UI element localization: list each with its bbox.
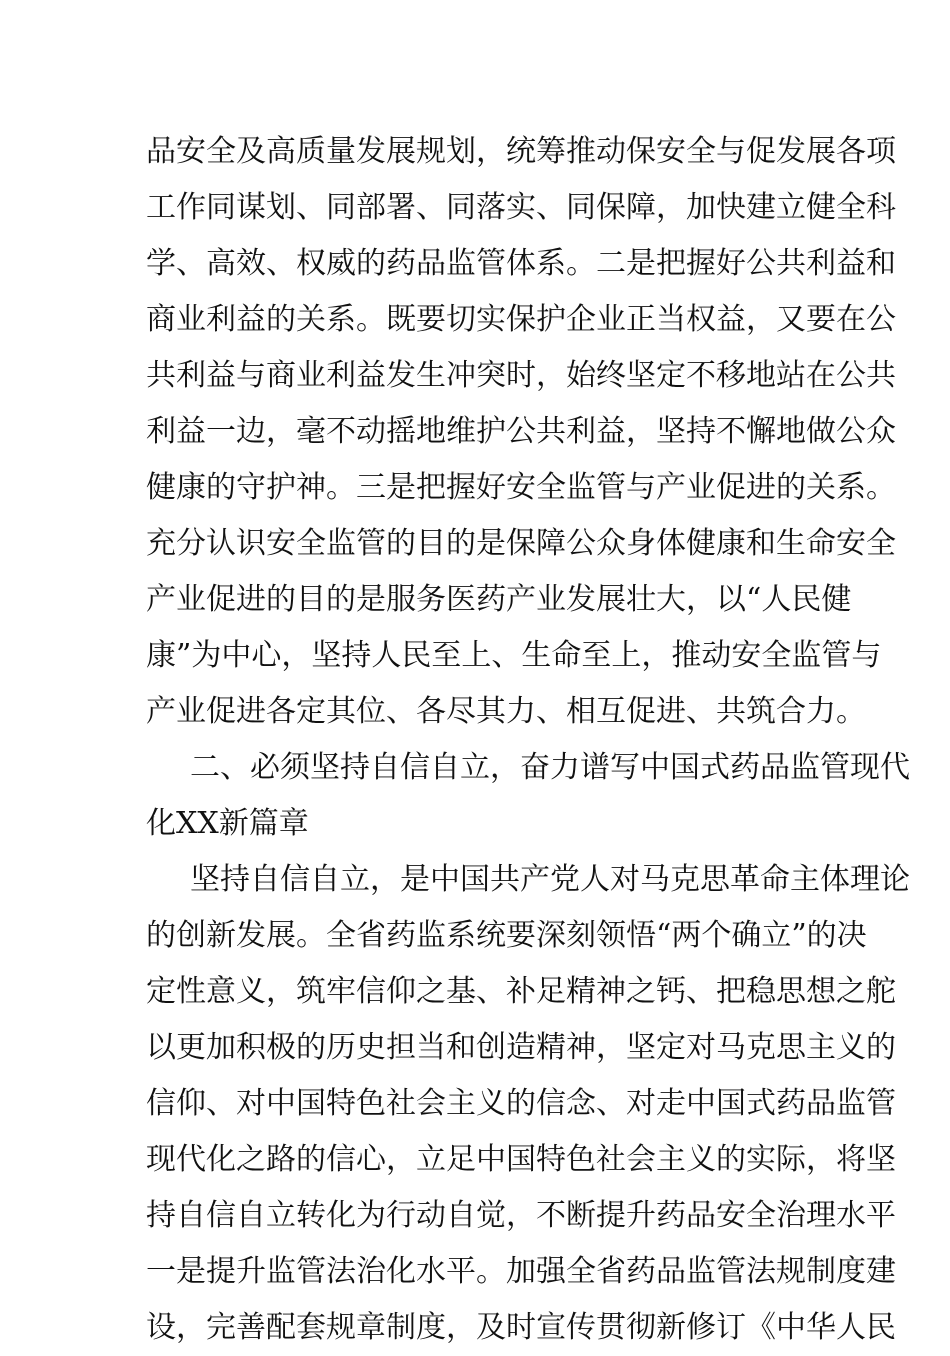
- text-line: 以更加积极的历史担当和创造精神，坚定对马克思主义的: [146, 1030, 896, 1065]
- text-line: 现代化之路的信心，立足中国特色社会主义的实际，将坚: [146, 1142, 896, 1177]
- text-line: 产业促进各定其位、各尽其力、相互促进、共筑合力。: [146, 694, 866, 729]
- text-line: 共利益与商业利益发生冲突时，始终坚定不移地站在公共: [146, 358, 896, 393]
- text-line: 坚持自信自立，是中国共产党人对马克思革命主体理论: [190, 862, 910, 897]
- text-line: 定性意义，筑牢信仰之基、补足精神之钙、把稳思想之舵: [146, 974, 896, 1009]
- text-line: 持自信自立转化为行动自觉，不断提升药品安全治理水平: [146, 1198, 896, 1233]
- text-line: 健康的守护神。三是把握好安全监管与产业促进的关系。: [146, 470, 896, 505]
- section-heading-line: 化XX新篇章: [146, 806, 309, 841]
- text-line: 工作同谋划、同部署、同落实、同保障，加快建立健全科: [146, 190, 896, 225]
- text-line: 产业促进的目的是服务医药产业发展壮大，以“人民健: [146, 582, 852, 617]
- text-line: 商业利益的关系。既要切实保护企业正当权益，又要在公: [146, 302, 896, 337]
- text-line: 一是提升监管法治化水平。加强全省药品监管法规制度建: [146, 1254, 896, 1289]
- text-line: 信仰、对中国特色社会主义的信念、对走中国式药品监管: [146, 1086, 896, 1121]
- text-line: 充分认识安全监管的目的是保障公众身体健康和生命安全: [146, 526, 896, 561]
- text-line: 品安全及高质量发展规划，统筹推动保安全与促发展各项: [146, 134, 896, 169]
- body-text: [146, 124, 910, 1356]
- text-line: 的创新发展。全省药监系统要深刻领悟“两个确立”的决: [146, 918, 867, 953]
- text-line: 利益一边，毫不动摇地维护公共利益，坚持不懈地做公众: [146, 414, 896, 449]
- text-line: 康”为中心，坚持人民至上、生命至上，推动安全监管与: [146, 638, 882, 673]
- text-line: 设，完善配套规章制度，及时宣传贯彻新修订《中华人民: [146, 1310, 896, 1345]
- text-line: 学、高效、权威的药品监管体系。二是把握好公共利益和: [146, 246, 896, 281]
- section-heading-line: 二、必须坚持自信自立，奋力谱写中国式药品监管现代: [190, 750, 910, 785]
